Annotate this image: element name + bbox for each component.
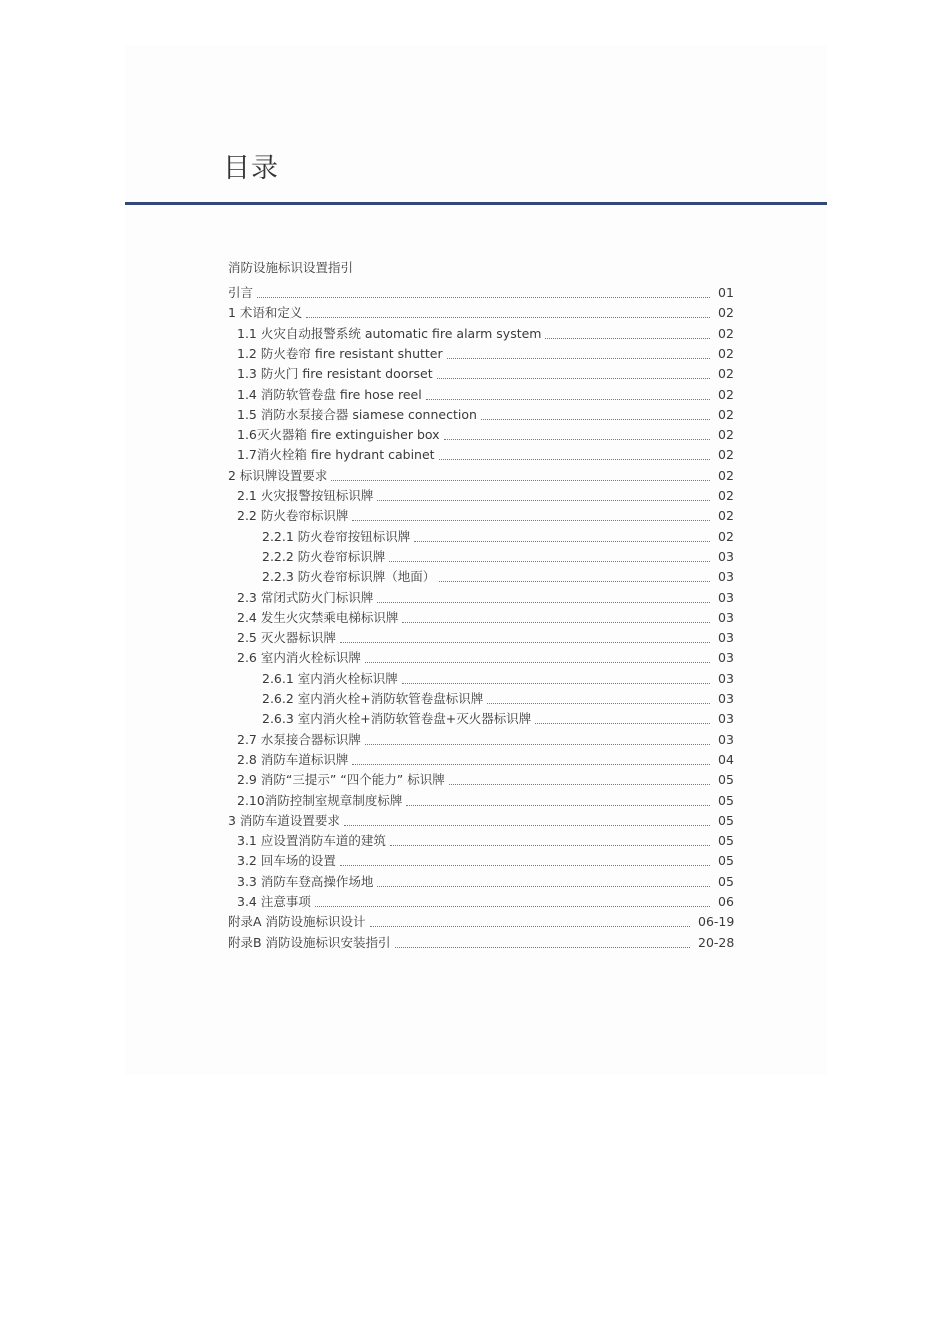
toc-entry-page-number: 02: [718, 386, 734, 402]
toc-entry-label: 2.8 消防车道标识牌: [237, 751, 349, 767]
toc-leader-dots: [365, 662, 710, 663]
toc-entry-label: 1.1 火灾自动报警系统 automatic fire alarm system: [237, 325, 542, 341]
toc-leader-dots: [439, 459, 710, 460]
toc-entry[interactable]: [237, 484, 740, 504]
toc-entry-label: 1.6灭火器箱 fire extinguisher box: [237, 427, 440, 443]
toc-entry-label: 1.3 防火门 fire resistant doorset: [237, 366, 433, 382]
toc-entry-page-number: 06-19: [698, 914, 735, 930]
toc-entry[interactable]: [237, 626, 740, 646]
toc-entry-label: 2.2.1 防火卷帘按钮标识牌: [262, 528, 411, 544]
toc-entry-label: 3.4 注意事项: [237, 894, 311, 909]
toc-entry-page-number: 02: [718, 488, 734, 503]
toc-entry[interactable]: [237, 586, 740, 606]
toc-entry-page-number: 03: [718, 630, 734, 646]
toc-entry-page-number: 05: [718, 792, 734, 808]
toc-entry-label: 2.3 常闭式防火门标识牌: [237, 589, 374, 605]
toc-entry[interactable]: [237, 342, 740, 362]
toc-entry[interactable]: [262, 707, 740, 727]
toc-leader-dots: [535, 723, 710, 724]
toc-entry-label: 1.5 消防水泵接合器 siamese connection: [237, 406, 477, 422]
toc-leader-dots: [340, 865, 710, 866]
toc-entry[interactable]: [237, 728, 740, 748]
toc-entry-label: 2.2.2 防火卷帘标识牌: [262, 548, 386, 564]
toc-leader-dots: [414, 541, 710, 542]
toc-entry-page-number: 02: [718, 366, 734, 382]
toc-leader-dots: [306, 317, 710, 318]
title-divider: [125, 202, 827, 205]
toc-leader-dots: [545, 338, 710, 339]
toc-entry-label: 2.6.2 室内消火栓+消防软管卷盘标识牌: [262, 691, 484, 706]
toc-entry-label: 附录B 消防设施标识安装指引: [228, 934, 391, 950]
toc-entry-page-number: 03: [718, 650, 734, 666]
toc-leader-dots: [449, 784, 710, 785]
toc-leader-dots: [390, 845, 710, 846]
toc-entry[interactable]: [237, 829, 740, 849]
toc-leader-dots: [395, 947, 690, 948]
toc-entry[interactable]: [237, 768, 740, 788]
toc-entry[interactable]: [237, 423, 740, 443]
toc-leader-dots: [377, 602, 710, 603]
toc-entry[interactable]: [237, 748, 740, 768]
toc-entry-page-number: 05: [718, 812, 734, 828]
toc-entry-label: 3.1 应设置消防车道的建筑: [237, 833, 386, 849]
toc-entry-page-number: 01: [718, 285, 734, 300]
toc-entry-label: 2.7 水泵接合器标识牌: [237, 731, 361, 747]
toc-entry-page-number: 02: [718, 447, 734, 463]
toc-entry-label: 引言: [228, 285, 254, 300]
toc-entry-page-number: 03: [718, 548, 734, 564]
toc-entry-label: 2.10消防控制室规章制度标牌: [237, 792, 403, 808]
toc-entry-page-number: 06: [718, 894, 734, 909]
toc-entry-page-number: 02: [718, 325, 734, 341]
toc-entry-page-number: 02: [718, 406, 734, 422]
toc-entry[interactable]: [237, 849, 740, 869]
toc-entry-label: 3.3 消防车登高操作场地: [237, 873, 374, 889]
toc-entry[interactable]: [237, 646, 740, 666]
toc-leader-dots: [406, 805, 710, 806]
toc-leader-dots: [315, 906, 710, 907]
toc-leader-dots: [377, 886, 710, 887]
toc-entry-page-number: 03: [718, 711, 734, 727]
toc-entry[interactable]: [228, 464, 740, 484]
toc-entry-label: 1 术语和定义: [228, 305, 303, 321]
toc-entry-page-number: 02: [718, 427, 734, 443]
toc-leader-dots: [370, 926, 690, 927]
toc-entry-label: 1.2 防火卷帘 fire resistant shutter: [237, 345, 443, 361]
toc-entry[interactable]: [237, 890, 740, 910]
toc-leader-dots: [481, 419, 710, 420]
toc-heading: 消防设施标识设置指引: [228, 260, 354, 275]
toc-entry[interactable]: [237, 362, 740, 382]
toc-entry-label: 3 消防车道设置要求: [228, 812, 340, 828]
toc-entry-page-number: 05: [718, 833, 734, 849]
toc-entry[interactable]: [228, 281, 740, 301]
toc-leader-dots: [426, 399, 710, 400]
toc-entry[interactable]: [237, 789, 740, 809]
toc-entry[interactable]: [237, 383, 740, 403]
toc-leader-dots: [352, 520, 710, 521]
toc-entry[interactable]: [237, 870, 740, 890]
toc-entry-label: 2.6 室内消火栓标识牌: [237, 650, 361, 666]
toc-leader-dots: [389, 561, 710, 562]
toc-entry-label: 附录A 消防设施标识设计: [228, 914, 366, 930]
toc-entry[interactable]: [237, 443, 740, 463]
toc-leader-dots: [340, 642, 710, 643]
toc-entry-label: 2.6.1 室内消火栓标识牌: [262, 670, 398, 686]
toc-entry[interactable]: [228, 301, 740, 321]
toc-leader-dots: [447, 358, 710, 359]
toc-entry-page-number: 02: [718, 305, 734, 321]
toc-entry-label: 2.5 灭火器标识牌: [237, 630, 336, 646]
toc-leader-dots: [352, 764, 710, 765]
toc-entry-page-number: 03: [718, 609, 734, 625]
toc-entry-page-number: 05: [718, 772, 734, 788]
toc-leader-dots: [437, 378, 710, 379]
toc-entry-label: 1.4 消防软管卷盘 fire hose reel: [237, 386, 422, 402]
toc-entry-label: 2.2.3 防火卷帘标识牌（地面）: [262, 569, 436, 585]
toc-entry-label: 1.7消火栓箱 fire hydrant cabinet: [237, 447, 435, 463]
toc-leader-dots: [331, 480, 710, 481]
toc-entry-page-number: 03: [718, 569, 734, 585]
toc-leader-dots: [257, 297, 710, 298]
toc-entry-page-number: 02: [718, 508, 734, 524]
toc-entry[interactable]: [262, 545, 740, 565]
toc-entry[interactable]: [228, 931, 740, 951]
toc-entry[interactable]: [262, 667, 740, 687]
toc-entry-label: 3.2 回车场的设置: [237, 853, 336, 869]
toc-entry[interactable]: [237, 322, 740, 342]
toc-leader-dots: [487, 703, 710, 704]
toc-leader-dots: [402, 683, 710, 684]
toc-entry-label: 2 标识牌设置要求: [228, 467, 328, 483]
toc-entry-page-number: 05: [718, 853, 734, 869]
toc-entry-page-number: 02: [718, 528, 734, 544]
toc-entry-label: 2.1 火灾报警按钮标识牌: [237, 488, 374, 503]
toc-entry[interactable]: [262, 687, 740, 707]
toc-entry[interactable]: [237, 606, 740, 626]
page-title: 目录: [223, 153, 279, 184]
toc-entry-page-number: 02: [718, 345, 734, 361]
toc-leader-dots: [365, 744, 710, 745]
toc-leader-dots: [377, 500, 710, 501]
toc-leader-dots: [402, 622, 710, 623]
toc-entry[interactable]: [262, 565, 740, 585]
toc-leader-dots: [444, 439, 710, 440]
toc-entry-page-number: 02: [718, 467, 734, 483]
toc-entry-page-number: 20-28: [698, 934, 735, 950]
toc-entry-page-number: 05: [718, 873, 734, 889]
toc-entry-page-number: 04: [718, 751, 734, 767]
toc-entry-page-number: 03: [718, 691, 734, 706]
toc-entry[interactable]: [237, 504, 740, 524]
toc-entry-label: 2.4 发生火灾禁乘电梯标识牌: [237, 609, 399, 625]
toc-entry-label: 2.9 消防“三提示” “四个能力” 标识牌: [237, 772, 445, 788]
toc-leader-dots: [439, 581, 710, 582]
toc-leader-dots: [344, 825, 710, 826]
toc-entry[interactable]: [237, 403, 740, 423]
toc-entry-label: 2.2 防火卷帘标识牌: [237, 508, 349, 524]
toc-entry-page-number: 03: [718, 589, 734, 605]
toc-entry-page-number: 03: [718, 731, 734, 747]
toc-entry-label: 2.6.3 室内消火栓+消防软管卷盘+灭火器标识牌: [262, 711, 532, 727]
toc-entry[interactable]: [228, 910, 740, 930]
toc-entry[interactable]: [262, 525, 740, 545]
toc-entry-page-number: 03: [718, 670, 734, 686]
toc-entry[interactable]: [228, 809, 740, 829]
